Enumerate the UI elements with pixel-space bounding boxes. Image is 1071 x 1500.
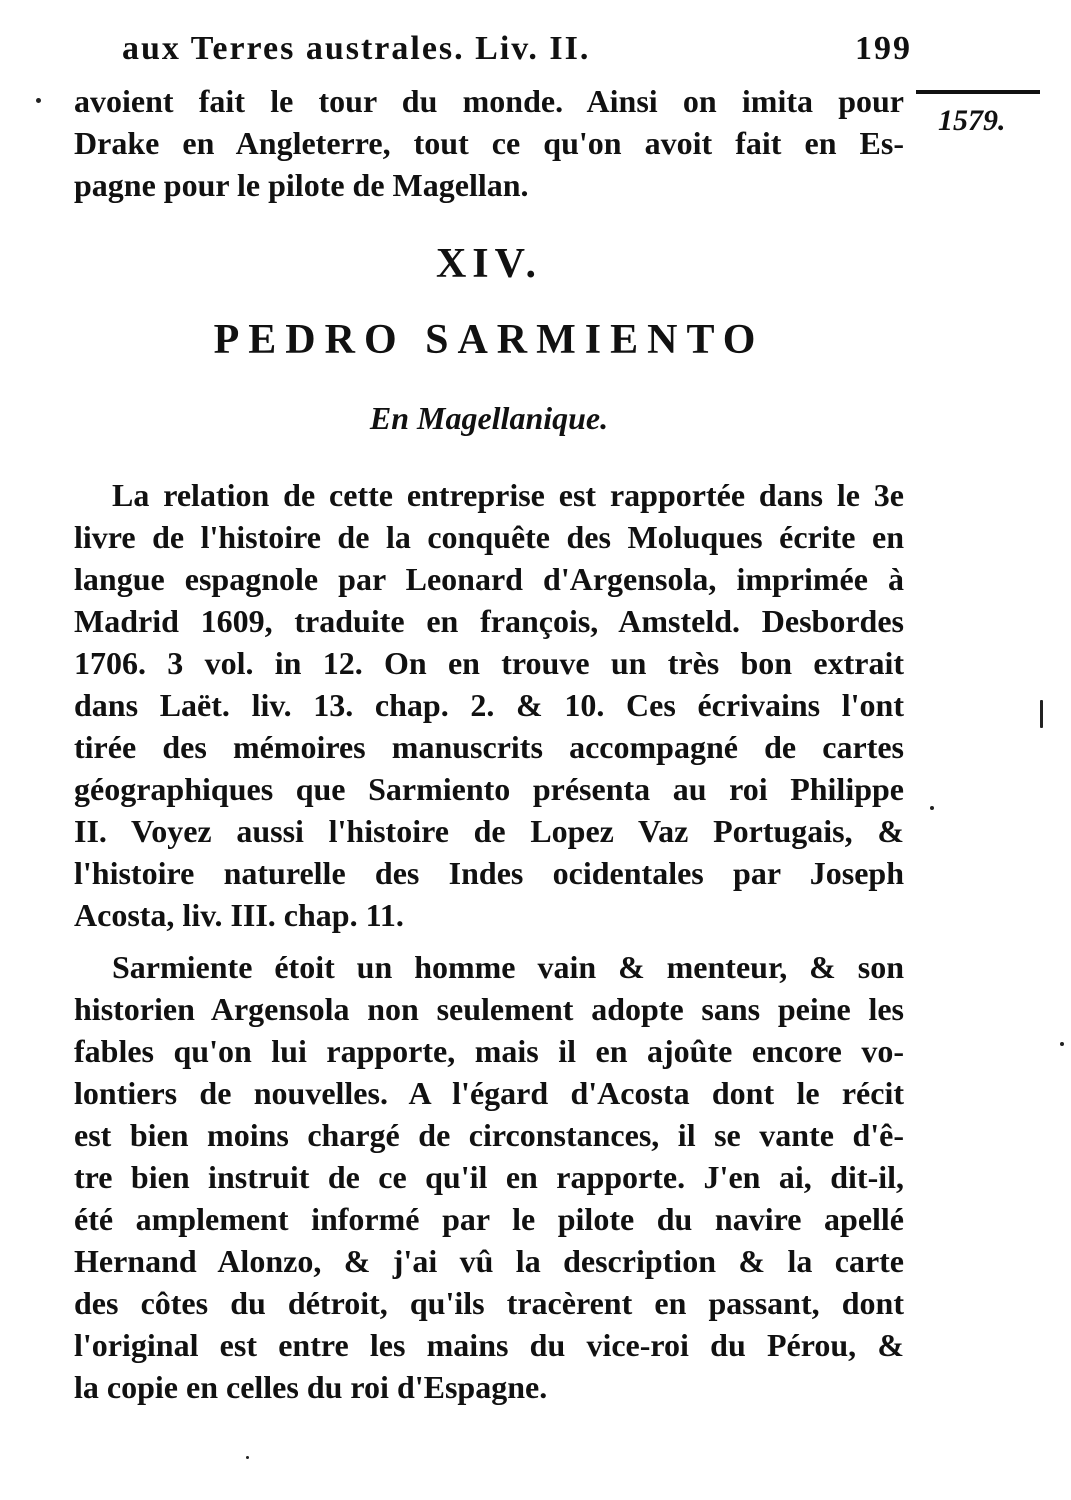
margin-year-note: 1579. [938, 104, 1006, 137]
ink-speck [246, 1456, 249, 1459]
section-subtitle: En Magellanique. [369, 400, 609, 436]
text-line: Sarmiente étoit un homme vain & menteur, & son [112, 949, 904, 985]
text-line: l'original est entre les mains du vice-roi du Pérou, & [74, 1327, 904, 1363]
text-line: été amplement informé par le pilote du navire apellé [74, 1201, 904, 1237]
text-line: des côtes du détroit, qu'ils tracèrent en passant, dont [74, 1285, 904, 1321]
text-line: lontiers de nouvelles. A l'égard d'Acosta dont le récit [74, 1075, 904, 1111]
text-line: Drake en Angleterre, tout ce qu'on avoit fait en Es- [74, 125, 904, 161]
text-line: fables qu'on lui rapporte, mais il en ajoûte encore vo- [74, 1033, 904, 1069]
text-line: 1706. 3 vol. in 12. On en trouve un très bon extrait [74, 645, 904, 681]
text-line: avoient fait le tour du monde. Ainsi on imita pour [74, 83, 904, 119]
section-number: XIV. [435, 241, 543, 287]
text-line: Hernand Alonzo, & j'ai vû la description & la carte [74, 1243, 904, 1279]
text-line: langue espagnole par Leonard d'Argensola, imprimée à [74, 561, 904, 597]
text-line: est bien moins chargé de circonstances, il se vante d'ê- [74, 1117, 904, 1153]
paragraph-2 [74, 946, 904, 1408]
ink-speck [36, 98, 41, 103]
running-head-title: aux Terres australes. Liv. II. [122, 30, 591, 67]
text-line: livre de l'histoire de la conquête des Moluques écrite en [74, 519, 904, 555]
text-line: tirée des mémoires manuscrits accompagné de cartes [74, 729, 904, 765]
section-title: PEDRO SARMIENTO [213, 317, 765, 363]
text-line: II. Voyez aussi l'histoire de Lopez Vaz Portugais, & [74, 813, 904, 849]
text-line: Madrid 1609, traduite en françois, Amsteld. Desbordes [74, 603, 904, 639]
ink-speck [930, 806, 934, 810]
running-head [122, 30, 912, 74]
ink-speck [1060, 1042, 1064, 1046]
text-line: géographiques que Sarmiento présenta au roi Philippe [74, 771, 904, 807]
text-line: dans Laët. liv. 13. chap. 2. & 10. Ces écrivains l'ont [74, 687, 904, 723]
top-paragraph [74, 80, 904, 206]
paragraph-1 [74, 474, 904, 936]
text-line: Acosta, liv. III. chap. 11. [74, 897, 404, 933]
text-line: tre bien instruit de ce qu'il en rapporte. J'en ai, dit-il, [74, 1159, 904, 1195]
ink-speck [1040, 700, 1043, 728]
text-line: La relation de cette entreprise est rapportée dans le 3e [112, 477, 904, 513]
margin-rule [916, 90, 1040, 94]
text-line: historien Argensola non seulement adopte sans peine les [74, 991, 904, 1027]
page-number: 199 [855, 30, 912, 67]
text-line: pagne pour le pilote de Magellan. [74, 167, 529, 203]
text-line: la copie en celles du roi d'Espagne. [74, 1369, 548, 1405]
text-line: l'histoire naturelle des Indes ocidentales par Joseph [74, 855, 904, 891]
